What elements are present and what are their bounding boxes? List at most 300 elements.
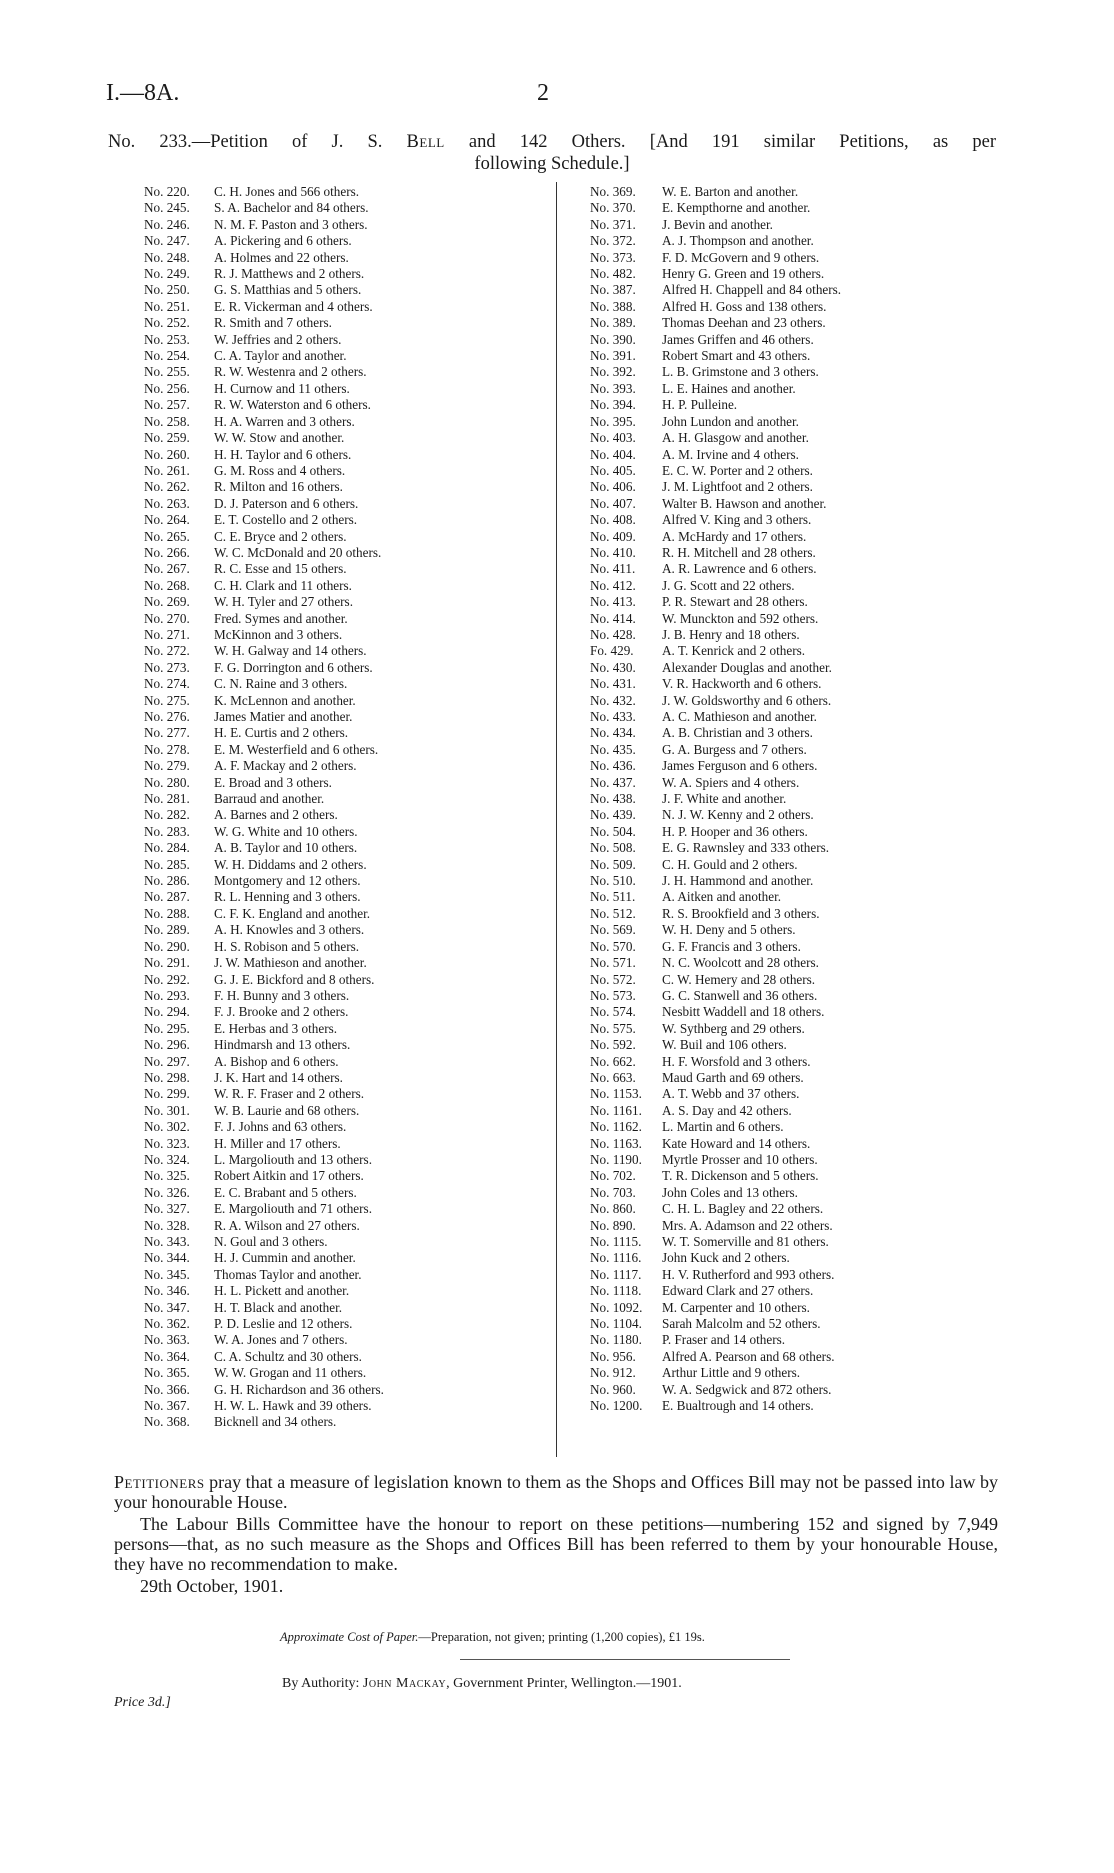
schedule-entry xyxy=(144,1168,544,1184)
petition-number: No. 285. xyxy=(144,856,190,872)
schedule-entry xyxy=(144,217,544,233)
petitioner-name: W. H. Tyler and 27 others. xyxy=(214,594,353,610)
petition-number: No. 298. xyxy=(144,1069,190,1085)
schedule-entry xyxy=(144,742,544,758)
petitioner-name: H. S. Robison and 5 others. xyxy=(214,938,360,954)
petitioner-name: W. G. White and 10 others. xyxy=(214,823,358,839)
petition-number: No. 371. xyxy=(590,216,636,232)
petitioner-name: A. T. Kenrick and 2 others. xyxy=(662,643,806,659)
petition-number: No. 366. xyxy=(144,1381,190,1397)
petitioner-name: John Lundon and another. xyxy=(662,413,799,429)
petitioner-name: Alfred H. Chappell and 84 others. xyxy=(662,282,842,298)
schedule-entry xyxy=(144,758,544,774)
title-post: and 142 Others. [And 191 similar Petitions, as per xyxy=(444,132,996,152)
petition-number: No. 288. xyxy=(144,905,190,921)
petition-number: No. 391. xyxy=(590,348,636,364)
petitioner-name: W. C. McDonald and 20 others. xyxy=(214,544,382,560)
petitioner-name: Hindmarsh and 13 others. xyxy=(214,1037,351,1053)
petition-number: No. 270. xyxy=(144,610,190,626)
petitioner-name: A. T. Webb and 37 others. xyxy=(662,1086,800,1102)
schedule-entry xyxy=(590,1004,1000,1020)
petition-number: No. 1161. xyxy=(590,1102,642,1118)
petitioner-name: C. W. Hemery and 28 others. xyxy=(662,971,816,987)
schedule-entry xyxy=(590,364,1000,380)
schedule-entry xyxy=(590,397,1000,413)
petition-number: No. 395. xyxy=(590,413,636,429)
petition-number: No. 912. xyxy=(590,1365,636,1381)
petition-number: No. 291. xyxy=(144,955,190,971)
petition-number: No. 390. xyxy=(590,331,636,347)
schedule-entry xyxy=(590,512,1000,528)
schedule-entry xyxy=(590,1283,1000,1299)
petitioner-name: A. J. Thompson and another. xyxy=(662,233,814,249)
petitioner-name: Henry G. Green and 19 others. xyxy=(662,266,825,282)
petitioner-name: W. H. Diddams and 2 others. xyxy=(214,856,367,872)
petitioner-name: M. Carpenter and 10 others. xyxy=(662,1299,810,1315)
petitioner-name: H. J. Cummin and another. xyxy=(214,1250,356,1266)
schedule-entry xyxy=(590,561,1000,577)
petitioner-name: E. R. Vickerman and 4 others. xyxy=(214,298,373,314)
petitioner-name: F. G. Dorrington and 6 others. xyxy=(214,659,373,675)
schedule-entry xyxy=(144,611,544,627)
petitioner-name: Myrtle Prosser and 10 others. xyxy=(662,1151,818,1167)
petition-number: No. 267. xyxy=(144,561,190,577)
petition-number: No. 403. xyxy=(590,430,636,446)
petition-number: No. 363. xyxy=(144,1332,190,1348)
petitioner-name: K. McLennon and another. xyxy=(214,692,356,708)
schedule-entry xyxy=(590,217,1000,233)
schedule-entry xyxy=(590,1300,1000,1316)
petition-number: No. 325. xyxy=(144,1168,190,1184)
schedule-entry xyxy=(144,1185,544,1201)
petitioner-name: A. Aitken and another. xyxy=(662,889,782,905)
schedule-entry xyxy=(144,1267,544,1283)
schedule-entry xyxy=(590,807,1000,823)
petitioner-name: James Matier and another. xyxy=(214,709,353,724)
schedule-entry xyxy=(590,430,1000,446)
petition-number: No. 1115. xyxy=(590,1234,642,1249)
petition-number: No. 394. xyxy=(590,397,636,413)
petitioner-name: John Kuck and 2 others. xyxy=(662,1250,790,1266)
petitioner-name: W. W. Stow and another. xyxy=(214,430,345,446)
petitioner-name: E. Herbas and 3 others. xyxy=(214,1020,338,1036)
printer-name: John Mackay xyxy=(362,1676,447,1691)
schedule-entry xyxy=(144,1250,544,1266)
petitioner-name: H. Miller and 17 others. xyxy=(214,1135,341,1151)
petitioner-name: F. J. Johns and 63 others. xyxy=(214,1119,347,1135)
schedule-entry xyxy=(144,1201,544,1217)
petition-number: No. 253. xyxy=(144,331,190,347)
petitioner-name: E. Margoliouth and 71 others. xyxy=(214,1201,372,1217)
petition-number: No. 373. xyxy=(590,249,636,265)
petitioner-name: W. Jeffries and 2 others. xyxy=(214,331,342,347)
schedule-entry xyxy=(144,955,544,971)
petition-number: No. 258. xyxy=(144,413,190,429)
petitioner-name: R. Smith and 7 others. xyxy=(214,315,332,331)
petitioner-name: McKinnon and 3 others. xyxy=(214,626,343,642)
petition-number: No. 1118. xyxy=(590,1283,642,1299)
schedule-entry xyxy=(144,381,544,397)
petition-number: No. 860. xyxy=(590,1201,636,1217)
schedule-entry xyxy=(590,348,1000,364)
petition-number: No. 280. xyxy=(144,774,190,790)
petition-number: No. 281. xyxy=(144,791,190,807)
schedule-entry xyxy=(590,840,1000,856)
schedule-entry xyxy=(590,1349,1000,1365)
petition-number: No. 482. xyxy=(590,266,636,282)
schedule-entry xyxy=(590,233,1000,249)
schedule-entry xyxy=(144,824,544,840)
cost-note xyxy=(280,1630,705,1645)
schedule-entry xyxy=(144,1037,544,1053)
petition-number: No. 504. xyxy=(590,823,636,839)
petitioner-name: A. F. Mackay and 2 others. xyxy=(214,758,357,774)
schedule-entry xyxy=(590,1037,1000,1053)
petition-number: No. 289. xyxy=(144,922,190,938)
petition-number: No. 259. xyxy=(144,430,190,446)
petition-number: No. 408. xyxy=(590,512,636,528)
petitioner-name: J. F. White and another. xyxy=(662,791,787,807)
schedule-entry xyxy=(590,447,1000,463)
petition-number: No. 274. xyxy=(144,676,190,692)
petitioner-name: James Griffen and 46 others. xyxy=(662,331,814,347)
petition-number: No. 268. xyxy=(144,577,190,593)
petition-number: No. 247. xyxy=(144,233,190,249)
schedule-entry xyxy=(590,1103,1000,1119)
schedule-entry xyxy=(144,332,544,348)
petition-number: No. 409. xyxy=(590,528,636,544)
petition-number: No. 275. xyxy=(144,692,190,708)
petitioner-name: Bicknell and 34 others. xyxy=(214,1414,337,1430)
schedule-entry xyxy=(144,184,544,200)
petition-number: No. 294. xyxy=(144,1004,190,1020)
petitioner-name: H. E. Curtis and 2 others. xyxy=(214,725,349,741)
schedule-entry xyxy=(590,758,1000,774)
petition-number: No. 251. xyxy=(144,298,190,314)
petition-number: No. 569. xyxy=(590,922,636,938)
petition-number: No. 956. xyxy=(590,1348,636,1364)
petitioner-name: L. E. Haines and another. xyxy=(662,380,796,396)
schedule-entry xyxy=(590,1086,1000,1102)
schedule-entry xyxy=(590,676,1000,692)
schedule-entry xyxy=(590,1218,1000,1234)
prayer-paragraph xyxy=(114,1472,998,1512)
schedule-entry xyxy=(590,496,1000,512)
petition-number: No. 276. xyxy=(144,709,190,724)
petitioner-name: W. Sythberg and 29 others. xyxy=(662,1020,805,1036)
petition-number: No. 392. xyxy=(590,364,636,380)
petition-number: No. 438. xyxy=(590,791,636,807)
petitioner-name: Alfred V. King and 3 others. xyxy=(662,512,812,528)
petition-number: No. 511. xyxy=(590,889,636,905)
petition-number: No. 327. xyxy=(144,1201,190,1217)
petition-number: No. 302. xyxy=(144,1119,190,1135)
petition-number: No. 703. xyxy=(590,1184,636,1200)
schedule-entry xyxy=(590,611,1000,627)
schedule-entry xyxy=(144,1349,544,1365)
petition-number: No. 1153. xyxy=(590,1086,642,1102)
schedule-entry xyxy=(590,381,1000,397)
petitioner-name: G. H. Richardson and 36 others. xyxy=(214,1381,384,1397)
petitioner-name: G. M. Ross and 4 others. xyxy=(214,462,346,478)
petition-number: No. 290. xyxy=(144,938,190,954)
petition-number: No. 1163. xyxy=(590,1135,642,1151)
petition-number: No. 1162. xyxy=(590,1119,642,1135)
authority-post: , Government Printer, Wellington.—1901. xyxy=(446,1676,682,1691)
petition-number: No. 369. xyxy=(590,184,636,199)
petitioner-name: A. H. Knowles and 3 others. xyxy=(214,922,365,938)
petitioner-name: R. H. Mitchell and 28 others. xyxy=(662,544,816,560)
petition-number: No. 432. xyxy=(590,692,636,708)
petitioner-name: L. Margoliouth and 13 others. xyxy=(214,1151,372,1167)
petition-number: No. 299. xyxy=(144,1086,190,1102)
schedule-entry xyxy=(144,775,544,791)
schedule-entry xyxy=(590,889,1000,905)
petition-number: No. 265. xyxy=(144,528,190,544)
petitioner-name: E. T. Costello and 2 others. xyxy=(214,512,358,528)
schedule-entry xyxy=(144,233,544,249)
petition-number: No. 345. xyxy=(144,1266,190,1282)
petitioner-name: C. H. L. Bagley and 22 others. xyxy=(662,1201,824,1217)
schedule-entry xyxy=(590,414,1000,430)
schedule-entry xyxy=(144,840,544,856)
petitioner-name: H. P. Pulleine. xyxy=(662,397,738,413)
petitioner-name: J. Bevin and another. xyxy=(662,216,773,232)
authority-pre: By Authority: xyxy=(282,1676,363,1691)
schedule-entry xyxy=(144,266,544,282)
petitioner-name: A. C. Mathieson and another. xyxy=(662,709,817,724)
petitioner-name: R. C. Esse and 15 others. xyxy=(214,561,347,577)
petitioner-name: J. G. Scott and 22 others. xyxy=(662,577,795,593)
petition-number: No. 248. xyxy=(144,249,190,265)
petition-number: No. 387. xyxy=(590,282,636,298)
petition-number: No. 414. xyxy=(590,610,636,626)
petitioner-name: W. Buil and 106 others. xyxy=(662,1037,787,1053)
schedule-entry xyxy=(590,742,1000,758)
petition-number: No. 436. xyxy=(590,758,636,774)
schedule-entry xyxy=(144,1086,544,1102)
petition-number: No. 1180. xyxy=(590,1332,642,1348)
petition-number: No. 287. xyxy=(144,889,190,905)
petition-number: No. 266. xyxy=(144,544,190,560)
petitioner-name: N. C. Woolcott and 28 others. xyxy=(662,955,819,971)
petitioner-name: J. W. Mathieson and another. xyxy=(214,955,367,971)
schedule-entry xyxy=(590,200,1000,216)
petitioner-name: C. E. Bryce and 2 others. xyxy=(214,528,347,544)
petitioner-name: E. M. Westerfield and 6 others. xyxy=(214,741,379,757)
schedule-entry xyxy=(144,1300,544,1316)
petitioner-name: L. B. Grimstone and 3 others. xyxy=(662,364,819,380)
schedule-entry xyxy=(590,594,1000,610)
petition-number: No. 370. xyxy=(590,200,636,216)
petitioner-name: E. Kempthorne and another. xyxy=(662,200,811,216)
petitioner-name: N. M. F. Paston and 3 others. xyxy=(214,216,368,232)
petition-number: No. 296. xyxy=(144,1037,190,1053)
petition-number: No. 271. xyxy=(144,626,190,642)
petition-number: No. 368. xyxy=(144,1414,190,1430)
petition-number: No. 571. xyxy=(590,955,636,971)
petitioner-name: E. C. Brabant and 5 others. xyxy=(214,1184,357,1200)
schedule-entry xyxy=(144,200,544,216)
schedule-entry xyxy=(590,725,1000,741)
schedule-entry xyxy=(144,1365,544,1381)
petitioner-name: W. A. Jones and 7 others. xyxy=(214,1332,348,1348)
schedule-entry xyxy=(144,693,544,709)
schedule-entry xyxy=(144,250,544,266)
petition-number: No. 272. xyxy=(144,643,190,659)
schedule-entry xyxy=(590,709,1000,725)
petitioner-name: W. B. Laurie and 68 others. xyxy=(214,1102,360,1118)
schedule-entry xyxy=(590,1201,1000,1217)
schedule-entry xyxy=(590,1398,1000,1414)
petition-number: No. 592. xyxy=(590,1037,636,1053)
schedule-entry xyxy=(144,972,544,988)
schedule-entry xyxy=(590,873,1000,889)
petitioner-name: V. R. Hackworth and 6 others. xyxy=(662,676,822,692)
petition-number: No. 277. xyxy=(144,725,190,741)
schedule-entry xyxy=(144,545,544,561)
petitioner-name: C. F. K. England and another. xyxy=(214,905,371,921)
schedule-entry xyxy=(590,643,1000,659)
title-pre: No. 233.—Petition of J. S. xyxy=(108,132,407,152)
petition-number: No. 663. xyxy=(590,1069,636,1085)
petition-number: No. 433. xyxy=(590,709,636,724)
petitioner-name: F. H. Bunny and 3 others. xyxy=(214,987,350,1003)
petition-number: No. 326. xyxy=(144,1184,190,1200)
petitioner-name: J. M. Lightfoot and 2 others. xyxy=(662,479,813,495)
cost-text: —Preparation, not given; printing (1,200 copies), £1 19s. xyxy=(418,1630,705,1644)
petition-title xyxy=(108,132,996,153)
petitioner-name: H. L. Pickett and another. xyxy=(214,1283,350,1299)
schedule-entry xyxy=(144,479,544,495)
cost-label: Approximate Cost of Paper. xyxy=(280,1630,419,1644)
schedule-entry xyxy=(144,1152,544,1168)
petition-number: No. 343. xyxy=(144,1234,190,1249)
petition-number: No. 890. xyxy=(590,1217,636,1233)
petition-number: No. 284. xyxy=(144,840,190,856)
petition-number: No. 269. xyxy=(144,594,190,610)
petition-number: No. 344. xyxy=(144,1250,190,1266)
schedule-entry xyxy=(590,1267,1000,1283)
petitioner-name: W. A. Sedgwick and 872 others. xyxy=(662,1381,832,1397)
schedule-entry xyxy=(590,529,1000,545)
petitioner-name: F. D. McGovern and 9 others. xyxy=(662,249,820,265)
petition-number: No. 435. xyxy=(590,741,636,757)
petition-number: No. 324. xyxy=(144,1151,190,1167)
petition-number: No. 220. xyxy=(144,184,190,199)
petitioner-name: W. W. Grogan and 11 others. xyxy=(214,1365,367,1381)
petition-number: No. 249. xyxy=(144,266,190,282)
schedule-entry xyxy=(590,545,1000,561)
schedule-entry xyxy=(144,430,544,446)
petitioner-name: Walter B. Hawson and another. xyxy=(662,495,827,511)
petition-number: No. 407. xyxy=(590,495,636,511)
petitioner-name: A. Bishop and 6 others. xyxy=(214,1053,339,1069)
petition-number: No. 323. xyxy=(144,1135,190,1151)
petition-number: No. 282. xyxy=(144,807,190,823)
petitioner-name: P. Fraser and 14 others. xyxy=(662,1332,786,1348)
petition-number: No. 404. xyxy=(590,446,636,462)
schedule-left-column xyxy=(144,184,544,1431)
petition-number: No. 362. xyxy=(144,1316,190,1332)
petitioner-name: C. A. Taylor and another. xyxy=(214,348,347,364)
schedule-entry xyxy=(590,693,1000,709)
schedule-right-column xyxy=(590,184,1000,1414)
schedule-entry xyxy=(590,1250,1000,1266)
schedule-entry xyxy=(144,1332,544,1348)
petition-number: No. 255. xyxy=(144,364,190,380)
report-date: 29th October, 1901. xyxy=(140,1576,284,1596)
petition-number: No. 264. xyxy=(144,512,190,528)
petition-number: No. 411. xyxy=(590,561,636,577)
schedule-entry xyxy=(144,1136,544,1152)
prayer-lead: Petitioners xyxy=(114,1472,205,1492)
schedule-entry xyxy=(144,889,544,905)
petition-number: No. 960. xyxy=(590,1381,636,1397)
petition-number: No. 570. xyxy=(590,938,636,954)
petitioner-name: E. C. W. Porter and 2 others. xyxy=(662,462,813,478)
schedule-entry xyxy=(144,660,544,676)
schedule-entry xyxy=(144,807,544,823)
schedule-entry xyxy=(590,988,1000,1004)
petition-number: No. 263. xyxy=(144,495,190,511)
schedule-entry xyxy=(590,939,1000,955)
schedule-entry xyxy=(590,250,1000,266)
petition-number: No. 346. xyxy=(144,1283,190,1299)
petition-number: No. 572. xyxy=(590,971,636,987)
schedule-entry xyxy=(144,447,544,463)
price-note: Price 3d.] xyxy=(114,1695,171,1710)
petition-number: No. 260. xyxy=(144,446,190,462)
petition-number: No. 430. xyxy=(590,659,636,675)
schedule-entry xyxy=(144,988,544,1004)
petitioner-name: H. Curnow and 11 others. xyxy=(214,380,350,396)
schedule-entry xyxy=(590,1382,1000,1398)
petition-number: No. 372. xyxy=(590,233,636,249)
petitioner-name: C. H. Jones and 566 others. xyxy=(214,184,360,199)
petitioner-name: Fred. Symes and another. xyxy=(214,610,348,626)
schedule-entry xyxy=(144,1119,544,1135)
petitioner-name: W. T. Somerville and 81 others. xyxy=(662,1234,829,1249)
petition-number: No. 347. xyxy=(144,1299,190,1315)
petition-number: No. 388. xyxy=(590,298,636,314)
schedule-entry xyxy=(144,922,544,938)
prayer-text: pray that a measure of legislation known to them as the Shops and Offices Bill may not be passed into law by your honourable House. xyxy=(114,1472,998,1512)
petition-number: No. 431. xyxy=(590,676,636,692)
petition-number: No. 1092. xyxy=(590,1299,643,1315)
petitioner-name: H. W. L. Hawk and 39 others. xyxy=(214,1398,372,1414)
petitioner-name: G. C. Stanwell and 36 others. xyxy=(662,987,818,1003)
schedule-entry xyxy=(144,512,544,528)
petitioner-name: Montgomery and 12 others. xyxy=(214,873,361,889)
committee-report: The Labour Bills Committee have the honour to report on these petitions—numbering 152 and signed by 7,949 persons—that, as no such measure as the Shops and Offices Bill has been referred to them by your honourable House, they have no recommendation to make. xyxy=(114,1514,998,1574)
petitioner-name: Robert Aitkin and 17 others. xyxy=(214,1168,364,1184)
petition-number: No. 662. xyxy=(590,1053,636,1069)
petition-number: No. 434. xyxy=(590,725,636,741)
petitioner-name: E. G. Rawnsley and 333 others. xyxy=(662,840,830,856)
schedule-entry xyxy=(144,1382,544,1398)
petitioner-name: F. J. Brooke and 2 others. xyxy=(214,1004,349,1020)
petitioner-name: Thomas Deehan and 23 others. xyxy=(662,315,826,331)
schedule-entry xyxy=(144,791,544,807)
schedule-entry xyxy=(144,857,544,873)
petitioner-name: W. R. F. Fraser and 2 others. xyxy=(214,1086,365,1102)
schedule-entry xyxy=(144,348,544,364)
petitioner-name: Arthur Little and 9 others. xyxy=(662,1365,801,1381)
petitioner-name: J. K. Hart and 14 others. xyxy=(214,1069,343,1085)
petitioner-name: Barraud and another. xyxy=(214,791,325,807)
petitioner-name: C. A. Schultz and 30 others. xyxy=(214,1348,362,1364)
